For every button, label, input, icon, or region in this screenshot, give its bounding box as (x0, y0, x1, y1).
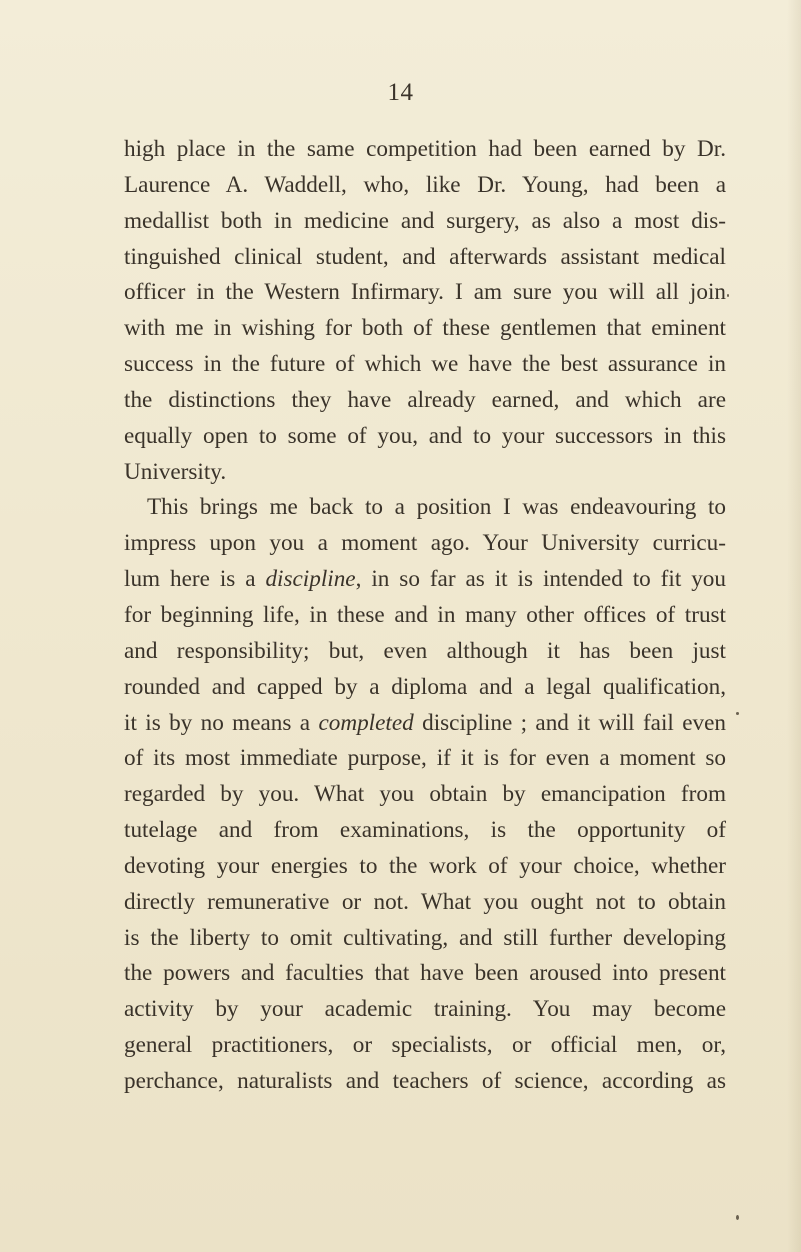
text-run: and responsibility; but, even although it has been just (124, 637, 726, 664)
text-run: , in so far as it is intended to fit you (355, 566, 726, 593)
text-run: equally open to some of you, and to your successors in this (124, 422, 726, 449)
text-line (124, 741, 726, 777)
text-run: lum here is a (124, 566, 266, 593)
text-run: tinguished clinical student, and afterwards assistant medical (124, 243, 726, 270)
text-run: for beginning life, in these and in many other offices of trust (124, 601, 726, 628)
page-number: 14 (387, 79, 414, 106)
text-run: medallist both in medicine and surgery, as also a most dis- (124, 207, 726, 234)
text-line (124, 813, 726, 849)
text-run: officer in the Western Infirmary. I am sure you will all join (124, 279, 726, 306)
text-run: University. (124, 458, 227, 485)
text-run: of its most immediate purpose, if it is for even a moment so (124, 745, 726, 772)
text-line (124, 956, 726, 992)
text-line (124, 526, 726, 562)
text-line (124, 419, 726, 455)
text-line (124, 240, 726, 276)
italic-text: discipline (265, 566, 356, 593)
text-line (124, 885, 726, 921)
text-line (124, 634, 726, 670)
text-line (124, 777, 726, 813)
text-line (124, 204, 726, 240)
ink-speck (736, 712, 739, 715)
text-run: tutelage and from examinations, is the opportunity of (124, 817, 726, 844)
text-run: Laurence A. Waddell, who, like Dr. Young, had been a (124, 171, 726, 198)
text-run: high place in the same competition had been earned by Dr. (124, 136, 726, 162)
text-run: success in the future of which we have the best assurance in (124, 351, 726, 378)
text-run: This brings me back to a position I was endeavouring to (147, 494, 726, 521)
text-line (124, 670, 726, 706)
text-line (124, 275, 726, 311)
text-run: directly remunerative or not. What you ought not to obtain (124, 888, 726, 915)
page-edge-shadow (787, 0, 801, 1252)
text-line (124, 132, 726, 168)
text-line (124, 168, 726, 204)
text-run: general practitioners, or specialists, or official men, or, (124, 1032, 726, 1059)
ink-speck (727, 294, 729, 297)
body-text (124, 132, 726, 1100)
text-line (124, 706, 726, 742)
text-run: it is by no means a (124, 709, 319, 736)
text-line (124, 1028, 726, 1064)
text-line (124, 562, 726, 598)
ink-speck (736, 1215, 739, 1220)
text-run: activity by your academic training. You may become (124, 996, 726, 1023)
text-line (124, 347, 726, 383)
text-run: impress upon you a moment ago. Your University curricu- (124, 530, 726, 557)
italic-text: completed (318, 709, 414, 736)
text-line (124, 1064, 726, 1100)
text-line (124, 455, 726, 491)
text-run: is the liberty to omit cultivating, and still further developing (124, 924, 726, 951)
text-run: regarded by you. What you obtain by emancipation from (124, 781, 726, 808)
text-line (124, 992, 726, 1028)
text-run: with me in wishing for both of these gentlemen that eminent (124, 315, 726, 342)
text-run: the powers and faculties that have been aroused into present (124, 960, 726, 987)
text-run: devoting your energies to the work of your choice, whether (124, 852, 726, 879)
text-run: perchance, naturalists and teachers of science, according as (124, 1067, 726, 1094)
text-run: the distinctions they have already earned, and which are (124, 386, 726, 413)
text-line (124, 921, 726, 957)
text-line (124, 383, 726, 419)
text-line (124, 849, 726, 885)
text-run: rounded and capped by a diploma and a legal qualification, (124, 673, 726, 700)
text-run: discipline ; and it will fail even (413, 709, 726, 736)
text-line (124, 311, 726, 347)
text-line (124, 490, 726, 526)
text-line (124, 598, 726, 634)
